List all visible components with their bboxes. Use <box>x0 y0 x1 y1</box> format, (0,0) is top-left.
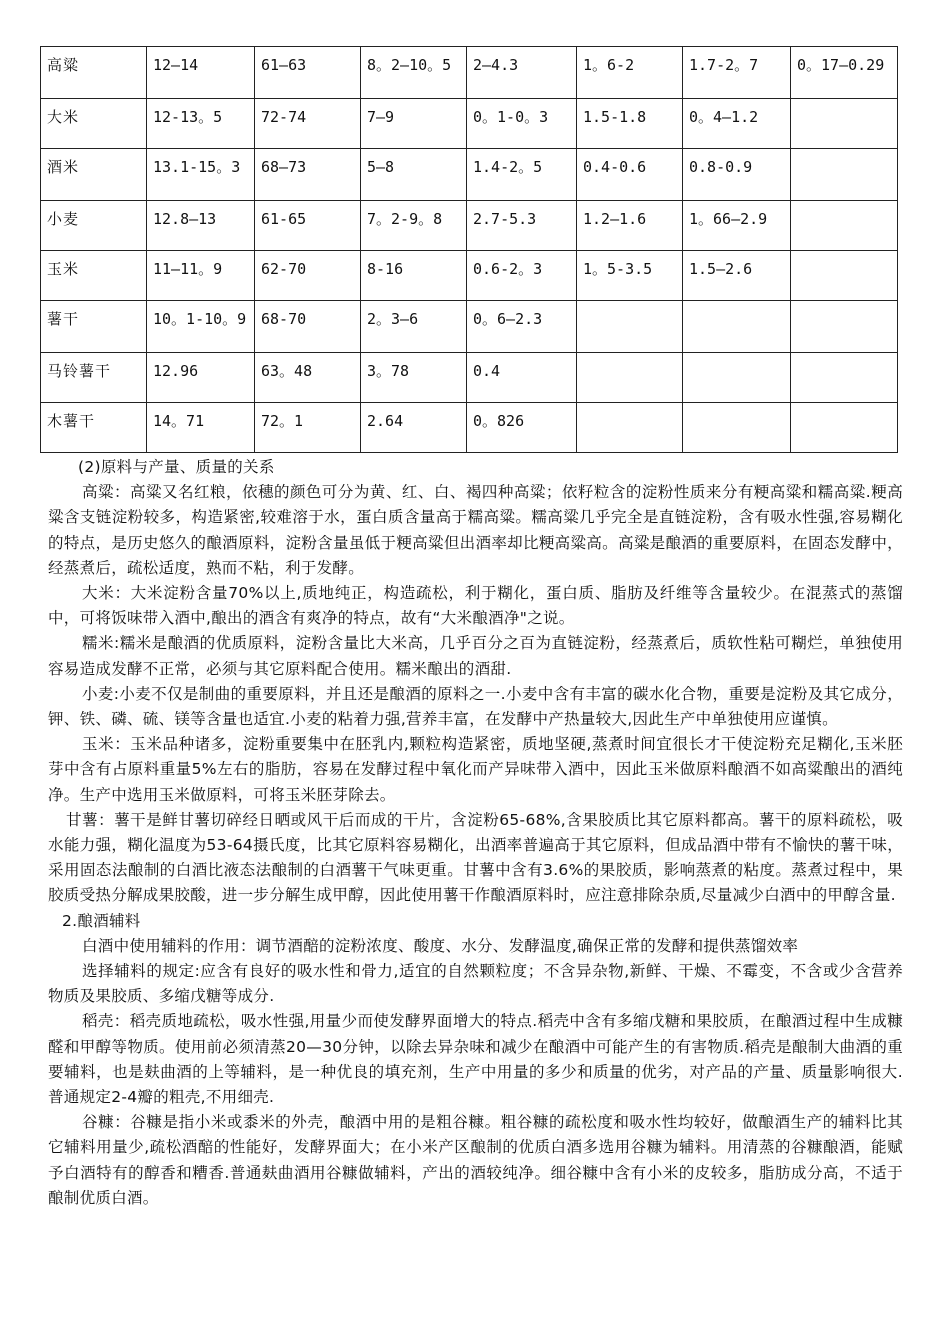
table-cell: 72-74 <box>255 99 361 149</box>
table-cell: 1。66—2.9 <box>683 201 791 251</box>
table-cell: 0。6—2.3 <box>467 301 577 353</box>
table-cell <box>577 403 683 453</box>
table-cell: 11—11。9 <box>147 251 255 301</box>
body-text <box>48 455 903 1211</box>
table-cell: 0.6-2。3 <box>467 251 577 301</box>
table-row <box>41 99 898 149</box>
table-cell: 8-16 <box>361 251 467 301</box>
table-cell-grain-name: 小麦 <box>41 201 147 251</box>
table-cell: 7。2-9。8 <box>361 201 467 251</box>
paragraph-daoke: 稻壳：稻壳质地疏松，吸水性强,用量少而使发酵界面增大的特点.稻壳中含有多缩戊糖和果胶质，在酿酒过程中生成糠醛和甲醇等物质。使用前必须清蒸20—30分钟，以除去异杂味和减少在酿酒中可能产生的有害物质.稻壳是酿制大曲酒的重要辅料，也是麸曲酒的上等辅料，是一种优良的填充剂，生产中用量的多少和质量的优劣，对产品的产量、质量影响很大.普通规定2-4瓣的粗壳,不用细壳. <box>48 1012 903 1107</box>
table-cell-grain-name: 马铃薯干 <box>41 353 147 403</box>
table-cell: 2—4.3 <box>467 47 577 99</box>
table-cell <box>577 353 683 403</box>
table-cell <box>791 301 898 353</box>
table-cell: 2。3—6 <box>361 301 467 353</box>
table-cell-grain-name: 酒米 <box>41 149 147 201</box>
paragraph-gukang: 谷糠：谷糠是指小米或黍米的外壳，酿酒中用的是粗谷糠。粗谷糠的疏松度和吸水性均较好，做酿酒生产的辅料比其它辅料用量少,疏松酒醅的性能好，发酵界面大；在小米产区酿制的优质白酒多选用谷糠为辅料。用清蒸的谷糠酿酒，能赋予白酒特有的醇香和糟香.普通麸曲酒用谷糠做辅料，产出的酒较纯净。细谷糠中含有小米的皮较多，脂肪成分高，不适于酿制优质白酒。 <box>48 1113 903 1207</box>
table-cell <box>683 301 791 353</box>
table-cell <box>791 353 898 403</box>
paragraph-ganshu: 甘薯：薯干是鲜甘薯切碎经日晒或风干后而成的干片，含淀粉65-68%,含果胶质比其它原料都高。薯干的原料疏松，吸水能力强，糊化温度为53-64摄氏度，比其它原料容易糊化，出酒率普遍高于其它原料，但成品酒中带有不愉快的薯干味，采用固态法酿制的白酒比液态法酿制的白酒薯干气味更重。甘薯中含有3.6%的果胶质，影响蒸煮的粘度。蒸煮过程中，果胶质受热分解成果胶酸，进一步分解生成甲醇，因此使用薯干作酿酒原料时，应注意排除杂质,尽量减少白酒中的甲醇含量. <box>48 810 903 905</box>
table-cell: 0.8-0.9 <box>683 149 791 201</box>
table-cell: 61—63 <box>255 47 361 99</box>
table-cell-grain-name: 玉米 <box>41 251 147 301</box>
table-cell: 0。826 <box>467 403 577 453</box>
table-row <box>41 251 898 301</box>
table-cell: 12—14 <box>147 47 255 99</box>
table-cell: 0.4 <box>467 353 577 403</box>
table-cell: 1。5-3.5 <box>577 251 683 301</box>
paragraph-yumi: 玉米：玉米品种诸多，淀粉重要集中在胚乳内,颗粒构造紧密，质地坚硬,蒸煮时间宜很长才干使淀粉充足糊化,玉米胚芽中含有占原料重量5%左右的脂肪，容易在发酵过程中氧化而产异味带入酒中，因此玉米做原料酿酒不如高粱酿出的酒纯净。生产中选用玉米做原料，可将玉米胚芽除去。 <box>48 735 903 804</box>
table-cell-grain-name: 木薯干 <box>41 403 147 453</box>
table-cell: 12-13。5 <box>147 99 255 149</box>
grain-composition-table <box>40 46 898 453</box>
table-cell: 1.5-1.8 <box>577 99 683 149</box>
table-cell <box>791 251 898 301</box>
table-cell: 68—73 <box>255 149 361 201</box>
table-cell: 63。48 <box>255 353 361 403</box>
table-row <box>41 301 898 353</box>
table-cell: 0。4—1.2 <box>683 99 791 149</box>
table-cell <box>791 403 898 453</box>
table-cell: 1.4-2。5 <box>467 149 577 201</box>
table-cell: 62-70 <box>255 251 361 301</box>
table-cell: 68-70 <box>255 301 361 353</box>
table-cell: 72。1 <box>255 403 361 453</box>
table-row <box>41 353 898 403</box>
section-heading: (2)原料与产量、质量的关系 <box>78 458 275 476</box>
paragraph-dami: 大米：大米淀粉含量70%以上,质地纯正，构造疏松，利于糊化，蛋白质、脂肪及纤维等含量较少。在混蒸式的蒸馏中，可将饭味带入酒中,酿出的酒含有爽净的特点，故有“大米酿酒净"之说。 <box>48 584 903 628</box>
table-cell <box>683 403 791 453</box>
table-row <box>41 201 898 251</box>
table-cell: 3。78 <box>361 353 467 403</box>
paragraph-xiaomai: 小麦:小麦不仅是制曲的重要原料，并且还是酿酒的原料之一.小麦中含有丰富的碳水化合物，重要是淀粉及其它成分，钾、铁、磷、硫、镁等含量也适宜.小麦的粘着力强,营养丰富，在发酵中产热量较大,因此生产中单独使用应谨慎。 <box>48 684 903 729</box>
paragraph-nuomi: 糯米:糯米是酿酒的优质原料，淀粉含量比大米高，几乎百分之百为直链淀粉，经蒸煮后，质软性粘可糊烂，单独使用容易造成发酵不正常，必须与其它原料配合使用。糯米酿出的酒甜. <box>48 634 903 678</box>
table-cell: 1.2—1.6 <box>577 201 683 251</box>
table-cell <box>791 201 898 251</box>
table-cell <box>683 353 791 403</box>
table-cell: 12.96 <box>147 353 255 403</box>
table-cell: 7—9 <box>361 99 467 149</box>
table-cell: 61-65 <box>255 201 361 251</box>
table-cell <box>577 301 683 353</box>
table-cell: 13.1-15。3 <box>147 149 255 201</box>
table-cell: 14。71 <box>147 403 255 453</box>
table-cell-grain-name: 大米 <box>41 99 147 149</box>
table-cell-grain-name: 薯干 <box>41 301 147 353</box>
table-cell: 8。2—10。5 <box>361 47 467 99</box>
table-cell: 0。1-0。3 <box>467 99 577 149</box>
table-cell: 0.4-0.6 <box>577 149 683 201</box>
table-cell: 1。6-2 <box>577 47 683 99</box>
table-cell <box>791 149 898 201</box>
table-cell: 0。17—0.29 <box>791 47 898 99</box>
table-cell: 1.5—2.6 <box>683 251 791 301</box>
table-cell: 2.7-5.3 <box>467 201 577 251</box>
table-cell: 5—8 <box>361 149 467 201</box>
table-row <box>41 149 898 201</box>
paragraph-auxiliary-role: 白酒中使用辅料的作用：调节酒醅的淀粉浓度、酸度、水分、发酵温度,确保正常的发酵和提供蒸馏效率 <box>82 936 799 955</box>
paragraph-gaoliang: 高粱：高粱又名红粮，依穗的颜色可分为黄、红、白、褐四种高粱；依籽粒含的淀粉性质来分有粳高粱和糯高粱.粳高粱含支链淀粉较多，构造紧密,较难溶于水，蛋白质含量高于糯高粱。糯高粱几乎完全是直链淀粉，含有吸水性强,容易糊化的特点，是历史悠久的酿酒原料，淀粉含量虽低于粳高粱但出酒率却比粳高粱高。高粱是酿酒的重要原料，在固态发酵中，经蒸煮后，疏松适度，熟而不粘，利于发酵。 <box>48 483 903 577</box>
paragraph-auxiliary-rules: 选择辅料的规定:应含有良好的吸水性和骨力,适宜的自然颗粒度；不含异杂物,新鲜、干燥、不霉变，不含或少含营养物质及果胶质、多缩戊糖等成分. <box>48 962 903 1006</box>
table-cell: 1.7-2。7 <box>683 47 791 99</box>
table-cell: 2.64 <box>361 403 467 453</box>
table-cell <box>791 99 898 149</box>
table-row <box>41 403 898 453</box>
table-row <box>41 47 898 99</box>
table-cell: 12.8—13 <box>147 201 255 251</box>
table-cell: 10。1-10。9 <box>147 301 255 353</box>
section-heading-auxiliary: 2.酿酒辅料 <box>62 911 141 930</box>
table-cell-grain-name: 高粱 <box>41 47 147 99</box>
